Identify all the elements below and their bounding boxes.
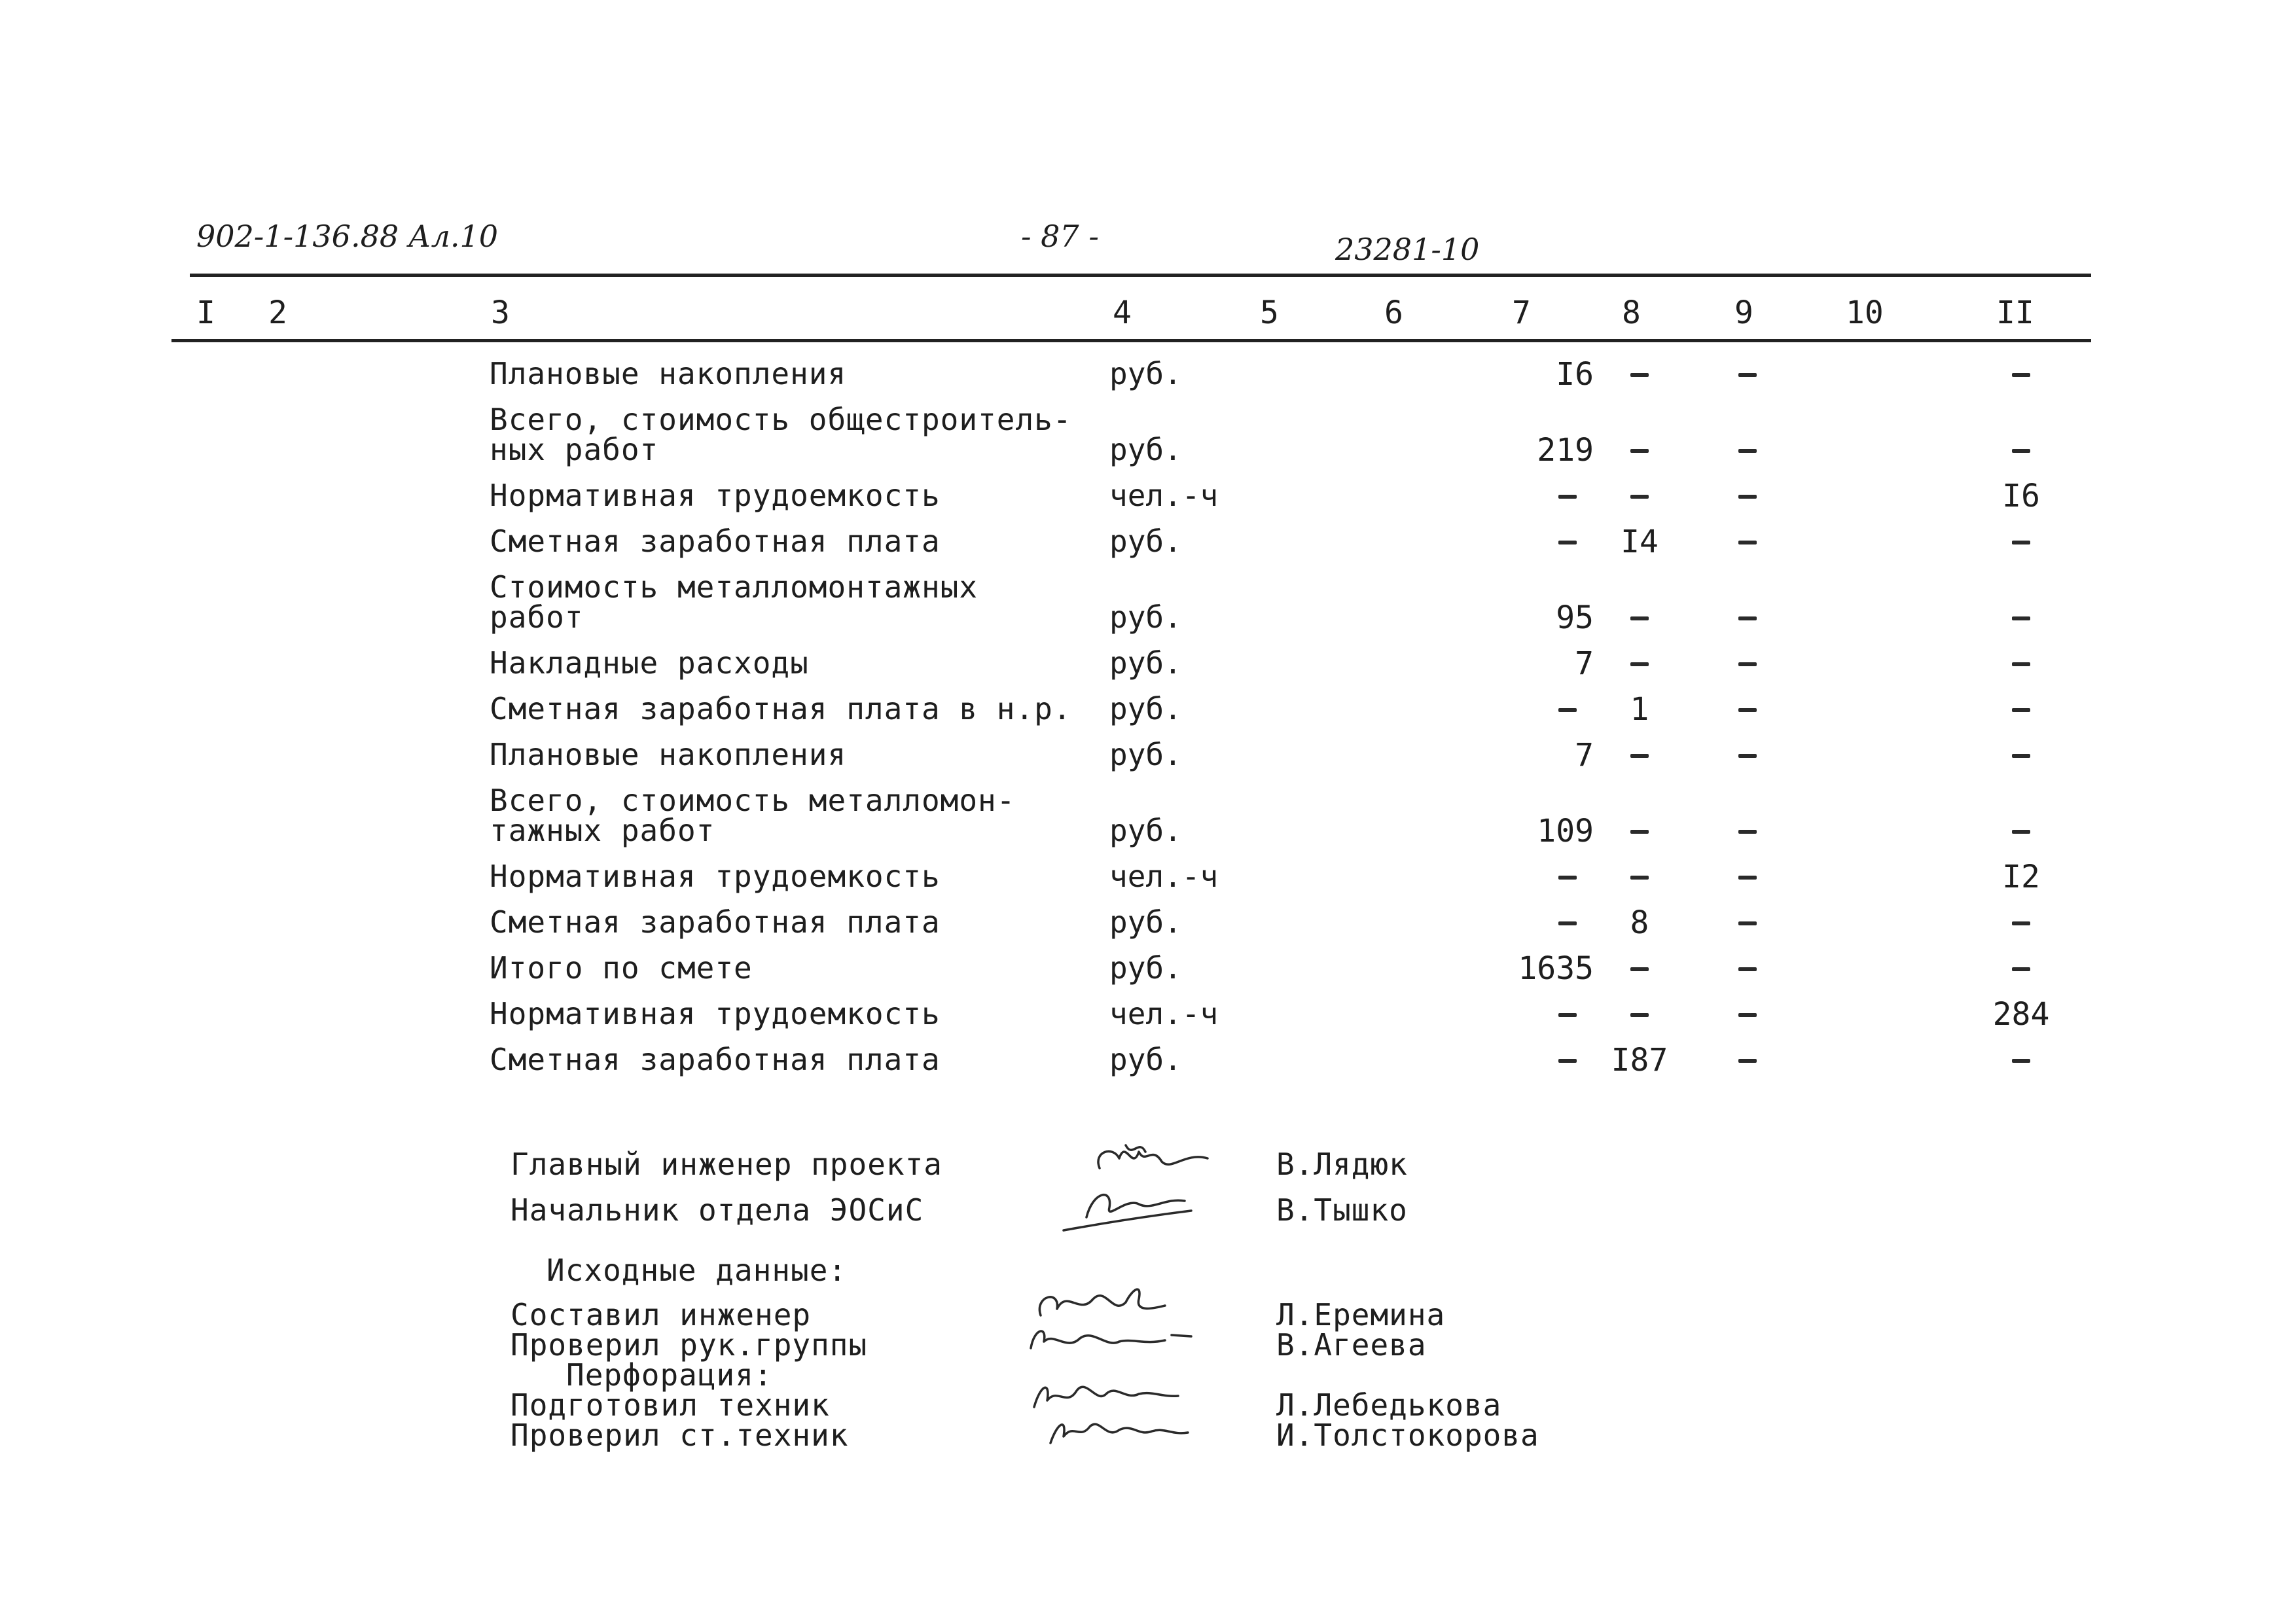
row-unit: чел.-ч [1109, 996, 1219, 1031]
row-col7-value: 219 [1537, 432, 1594, 469]
row-label-line: Нормативная трудоемкость [490, 478, 941, 513]
row-label-line: Нормативная трудоемкость [490, 996, 941, 1031]
row-col8-value-dash [1630, 1013, 1649, 1017]
checked-by-group-signature [1021, 1315, 1204, 1361]
row-col7-value-dash [1558, 1013, 1577, 1017]
row-col7-value-dash [1558, 495, 1577, 499]
inventory-number: 23281-10 [1335, 232, 1480, 267]
row-col8-value-dash [1630, 830, 1649, 834]
row-col9-value-dash [1738, 876, 1757, 880]
checked-by-technician-name: И.Толстокорова [1276, 1418, 1539, 1453]
row-col9-value-dash [1738, 921, 1757, 925]
column-header-8: 8 [1622, 294, 1641, 331]
compiled-by-name: Л.Еремина [1276, 1297, 1446, 1332]
row-unit: руб. [1109, 813, 1182, 848]
row-col7-value-dash [1558, 876, 1577, 880]
checked-by-group-name: В.Агеева [1276, 1327, 1427, 1363]
row-label-line: Накладные расходы [490, 645, 809, 681]
row-col11-value-dash [2012, 1059, 2030, 1063]
row-unit: руб. [1109, 432, 1182, 467]
row-col11-value: I6 [2002, 478, 2040, 514]
row-col9-value-dash [1738, 616, 1757, 620]
row-col8-value-dash [1630, 495, 1649, 499]
row-col8-value: 8 [1630, 904, 1649, 941]
row-col11-value-dash [2012, 708, 2030, 712]
row-col9-value-dash [1738, 967, 1757, 971]
row-label-line: ных работ [490, 432, 659, 467]
compiled-by-title: Составил инженер [511, 1297, 812, 1332]
row-col9-value-dash [1738, 449, 1757, 453]
row-col9-value-dash [1738, 1013, 1757, 1017]
row-unit: руб. [1109, 691, 1182, 726]
row-col11-value-dash [2012, 921, 2030, 925]
department-head-signature [1060, 1178, 1204, 1237]
row-label-line: работ [490, 599, 584, 635]
row-col11-value-dash [2012, 754, 2030, 758]
row-col11-value-dash [2012, 449, 2030, 453]
header-rule-bottom [171, 339, 2091, 342]
row-unit: руб. [1109, 645, 1182, 681]
column-header-11: II [1996, 294, 2034, 331]
prepared-by-title: Подготовил техник [511, 1387, 830, 1423]
row-label-line: Сметная заработная плата [490, 1042, 941, 1077]
chief-engineer-signature [1086, 1132, 1217, 1185]
chief-engineer-name: В.Лядюк [1276, 1147, 1408, 1182]
row-col11-value-dash [2012, 616, 2030, 620]
row-label-line: Итого по смете [490, 950, 753, 986]
page-number: - 87 - [1021, 219, 1099, 254]
row-col7-value: I6 [1556, 356, 1594, 393]
row-col8-value-dash [1630, 373, 1649, 377]
row-col11-value-dash [2012, 373, 2030, 377]
row-label-line: Плановые накопления [490, 356, 847, 391]
row-unit: руб. [1109, 599, 1182, 635]
row-unit: руб. [1109, 904, 1182, 940]
row-col9-value-dash [1738, 373, 1757, 377]
row-label-line: Сметная заработная плата в н.р. [490, 691, 1072, 726]
row-label-line: Сметная заработная плата [490, 524, 941, 559]
row-col7-value: 1635 [1518, 950, 1594, 987]
row-col8-value-dash [1630, 754, 1649, 758]
row-col8-value: I87 [1611, 1042, 1668, 1079]
column-header-1: I [196, 294, 215, 331]
row-unit: чел.-ч [1109, 859, 1219, 894]
row-col8-value-dash [1630, 449, 1649, 453]
row-col7-value: 95 [1556, 599, 1594, 636]
department-head-title: Начальник отдела ЭОСиС [511, 1192, 924, 1228]
row-col8-value: 1 [1630, 691, 1649, 728]
row-label-line: Плановые накопления [490, 737, 847, 772]
row-unit: руб. [1109, 356, 1182, 391]
row-label-line: Нормативная трудоемкость [490, 859, 941, 894]
row-col9-value-dash [1738, 830, 1757, 834]
column-header-5: 5 [1260, 294, 1279, 331]
row-col11-value: 284 [1992, 996, 2050, 1033]
row-col9-value-dash [1738, 1059, 1757, 1063]
document-code: 902-1-136.88 Ал.10 [196, 219, 499, 254]
row-col7-value: 7 [1575, 737, 1594, 774]
row-col11-value-dash [2012, 967, 2030, 971]
source-data-heading: Исходные данные: [547, 1253, 848, 1288]
row-label-line: Всего, стоимость общестроитель- [490, 402, 1072, 437]
row-unit: руб. [1109, 950, 1182, 986]
row-label-line: тажных работ [490, 813, 715, 848]
row-col9-value-dash [1738, 495, 1757, 499]
row-col7-value: 7 [1575, 645, 1594, 682]
row-col7-value: 109 [1537, 813, 1594, 849]
row-unit: чел.-ч [1109, 478, 1219, 513]
column-header-7: 7 [1512, 294, 1531, 331]
row-col9-value-dash [1738, 662, 1757, 666]
row-col9-value-dash [1738, 708, 1757, 712]
checked-by-technician-signature [1041, 1404, 1198, 1450]
column-header-3: 3 [491, 294, 510, 331]
row-col9-value-dash [1738, 754, 1757, 758]
row-label-line: Всего, стоимость металломон- [490, 783, 1016, 818]
chief-engineer-title: Главный инженер проекта [511, 1147, 942, 1182]
row-unit: руб. [1109, 737, 1182, 772]
row-unit: руб. [1109, 1042, 1182, 1077]
checked-by-technician-title: Проверил ст.техник [511, 1418, 849, 1453]
column-header-4: 4 [1113, 294, 1132, 331]
row-label-line: Сметная заработная плата [490, 904, 941, 940]
department-head-name: В.Тышко [1276, 1192, 1408, 1228]
header-rule-top [190, 274, 2091, 277]
column-header-10: 10 [1846, 294, 1884, 331]
row-unit: руб. [1109, 524, 1182, 559]
row-col8-value: I4 [1621, 524, 1659, 560]
perforation-heading: Перфорация: [566, 1357, 773, 1393]
row-col8-value-dash [1630, 967, 1649, 971]
row-label-line: Стоимость металломонтажных [490, 569, 978, 605]
column-header-9: 9 [1734, 294, 1753, 331]
prepared-by-name: Л.Лебедькова [1276, 1387, 1502, 1423]
column-header-6: 6 [1384, 294, 1403, 331]
row-col8-value-dash [1630, 662, 1649, 666]
row-col11-value-dash [2012, 830, 2030, 834]
row-col11-value-dash [2012, 662, 2030, 666]
column-header-2: 2 [268, 294, 287, 331]
row-col11-value-dash [2012, 541, 2030, 544]
row-col11-value: I2 [2002, 859, 2040, 895]
row-col8-value-dash [1630, 876, 1649, 880]
checked-by-group-title: Проверил рук.группы [511, 1327, 868, 1363]
row-col9-value-dash [1738, 541, 1757, 544]
row-col8-value-dash [1630, 616, 1649, 620]
